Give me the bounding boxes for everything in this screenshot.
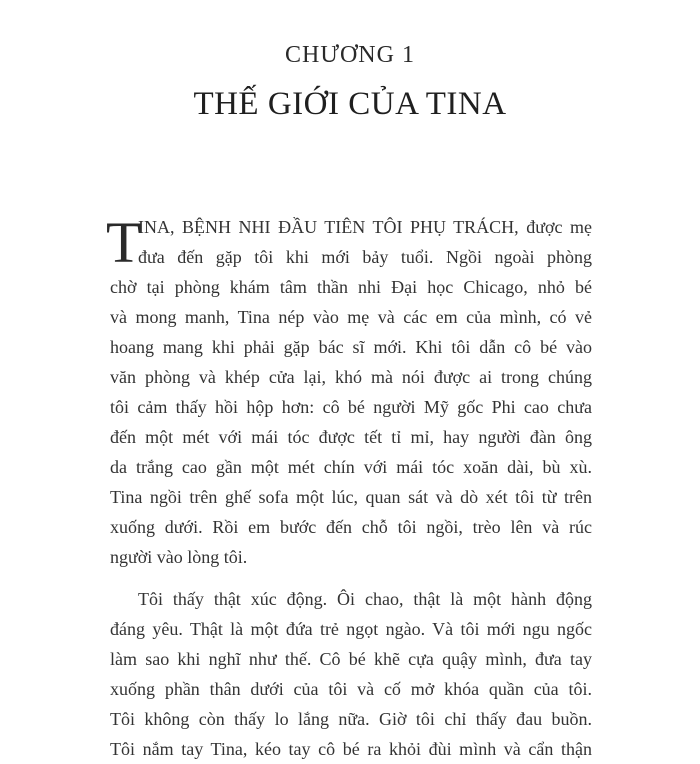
paragraph-1-line-7: tôi cảm thấy hồi hộp hơn: cô bé người Mỹ gốc Phi cao chưa [110, 397, 592, 417]
paragraph-1-line-3: chờ tại phòng khám tâm thần nhi Đại học Chicago, nhỏ bé [110, 277, 592, 297]
paragraph-1-line-12: người vào lòng tôi. [110, 547, 248, 567]
paragraph-1-line-5: hoang mang khi phải gặp bác sĩ mới. Khi tôi dẫn cô bé vào [110, 337, 592, 357]
paragraph-2-line-5: Tôi không còn thấy lo lắng nữa. Giờ tôi chỉ thấy đau buồn. [110, 709, 592, 729]
paragraph-2 [110, 584, 592, 764]
paragraph-2-line-4: xuống phần thân dưới của tôi và cố mở khóa quần của tôi. [110, 679, 592, 699]
paragraph-1-line-9: da trắng cao gần một mét chín với mái tóc xoăn dài, bù xù. [110, 457, 592, 477]
paragraph-2-line-2: đáng yêu. Thật là một đứa trẻ ngọt ngào. Và tôi mới ngu ngốc [110, 619, 592, 639]
paragraph-1-line-8: đến một mét với mái tóc được tết tỉ mỉ, hay người đàn ông [110, 427, 592, 447]
chapter-title: THẾ GIỚI CỦA TINA [193, 86, 507, 122]
drop-cap: T [106, 210, 142, 275]
paragraph-2-line-1: Tôi thấy thật xúc động. Ôi chao, thật là một hành động [138, 589, 592, 609]
paragraph-2-line-3: làm sao khi nghĩ như thế. Cô bé khẽ cựa quậy mình, đưa tay [110, 649, 592, 669]
body-text [106, 210, 592, 764]
paragraph-1 [106, 210, 592, 572]
paragraph-1-line-11: xuống dưới. Rồi em bước đến chỗ tôi ngồi, trèo lên và rúc [110, 517, 592, 537]
paragraph-1-line-1-text: INA, BỆNH NHI ĐẦU TIÊN TÔI PHỤ TRÁCH, được mẹ [138, 217, 592, 237]
paragraph-1-line-10: Tina ngồi trên ghế sofa một lúc, quan sát và dò xét tôi từ trên [110, 487, 592, 507]
paragraph-1-line-6: văn phòng và khép cửa lại, khó mà nói được ai trong chúng [110, 367, 592, 387]
chapter-label: CHƯƠNG 1 [285, 42, 415, 68]
paragraph-2-line-6: Tôi nắm tay Tina, kéo tay cô bé ra khỏi đùi mình và cẩn thận [110, 739, 592, 759]
paragraph-1-line-2: đưa đến gặp tôi khi mới bảy tuổi. Ngồi ngoài phòng [138, 247, 592, 267]
paragraph-1-line-4: và mong manh, Tina nép vào mẹ và các em của mình, có vẻ [110, 307, 592, 327]
paragraph-gap [110, 572, 592, 584]
